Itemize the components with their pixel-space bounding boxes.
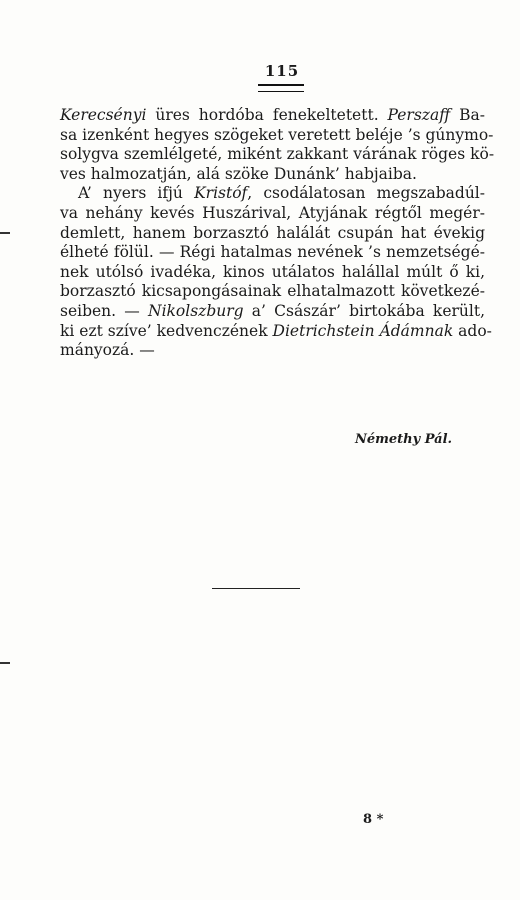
text-line — [60, 302, 485, 322]
closing-rule — [212, 588, 300, 589]
text-run: solygva szemlélgeté, miként zakkant várának röges kö- — [60, 145, 495, 164]
author-signature: Némethy Pál. — [355, 432, 453, 447]
text-run: mányozá. — — [60, 341, 155, 360]
italic-name: Kristóf — [194, 184, 248, 203]
italic-name: Dietrichstein Ádámnak — [272, 321, 454, 340]
text-line — [60, 125, 494, 146]
text-run: ado- — [453, 321, 492, 340]
text-run: seiben. — — [60, 301, 148, 320]
signature-mark: 8 * — [363, 812, 384, 827]
text-line — [60, 106, 485, 126]
text-run: borzasztó kicsapongásainak elhatalmazott következé- — [60, 282, 485, 301]
text-run: a’ Császár’ birtokába került, — [243, 301, 485, 320]
page-number: 115 — [264, 62, 300, 80]
text-line — [60, 224, 485, 244]
text-line — [60, 145, 495, 165]
body-text — [60, 106, 495, 361]
text-line — [60, 321, 492, 342]
text-run: üres hordóba fenekeltetett. — [146, 106, 388, 124]
text-run: ves halmozatján, alá szöke Dunánk’ habjaiba. — [60, 164, 417, 183]
text-line — [60, 243, 485, 263]
text-line — [60, 341, 485, 361]
text-line — [60, 204, 485, 224]
text-run: demlett, hanem borzasztó halálát csupán hat évekig — [60, 223, 485, 242]
text-line — [60, 282, 485, 302]
text-run: va nehány kevés Huszárival, Atyjának régtől megér- — [60, 203, 485, 222]
italic-name: Nikolszburg — [148, 301, 244, 320]
paragraph — [60, 106, 495, 184]
text-line — [60, 184, 485, 204]
header-double-rule — [258, 84, 304, 92]
text-run: sa izenként hegyes szögeket veretett beléje ’s gúnymo- — [60, 125, 494, 144]
text-run: nek utólsó ivadéka, kinos utálatos halállal múlt ő ki, — [60, 262, 485, 281]
text-line — [60, 263, 485, 283]
text-run: A’ nyers ifjú — [78, 184, 195, 203]
text-run: , csodálatosan megszabadúl- — [247, 184, 486, 203]
text-run: ki ezt szíve’ kedvenczének — [60, 321, 273, 340]
italic-name: Kerecsényi — [60, 106, 147, 124]
paragraph — [60, 184, 492, 360]
text-run: Ba- — [450, 106, 485, 124]
page-edge-mark — [0, 662, 10, 664]
italic-name: Perszaff — [387, 106, 451, 124]
text-run: élheté fölül. — Régi hatalmas nevének ’s nemzetségé- — [60, 243, 485, 262]
page-edge-mark — [0, 232, 10, 234]
text-line — [60, 165, 485, 185]
